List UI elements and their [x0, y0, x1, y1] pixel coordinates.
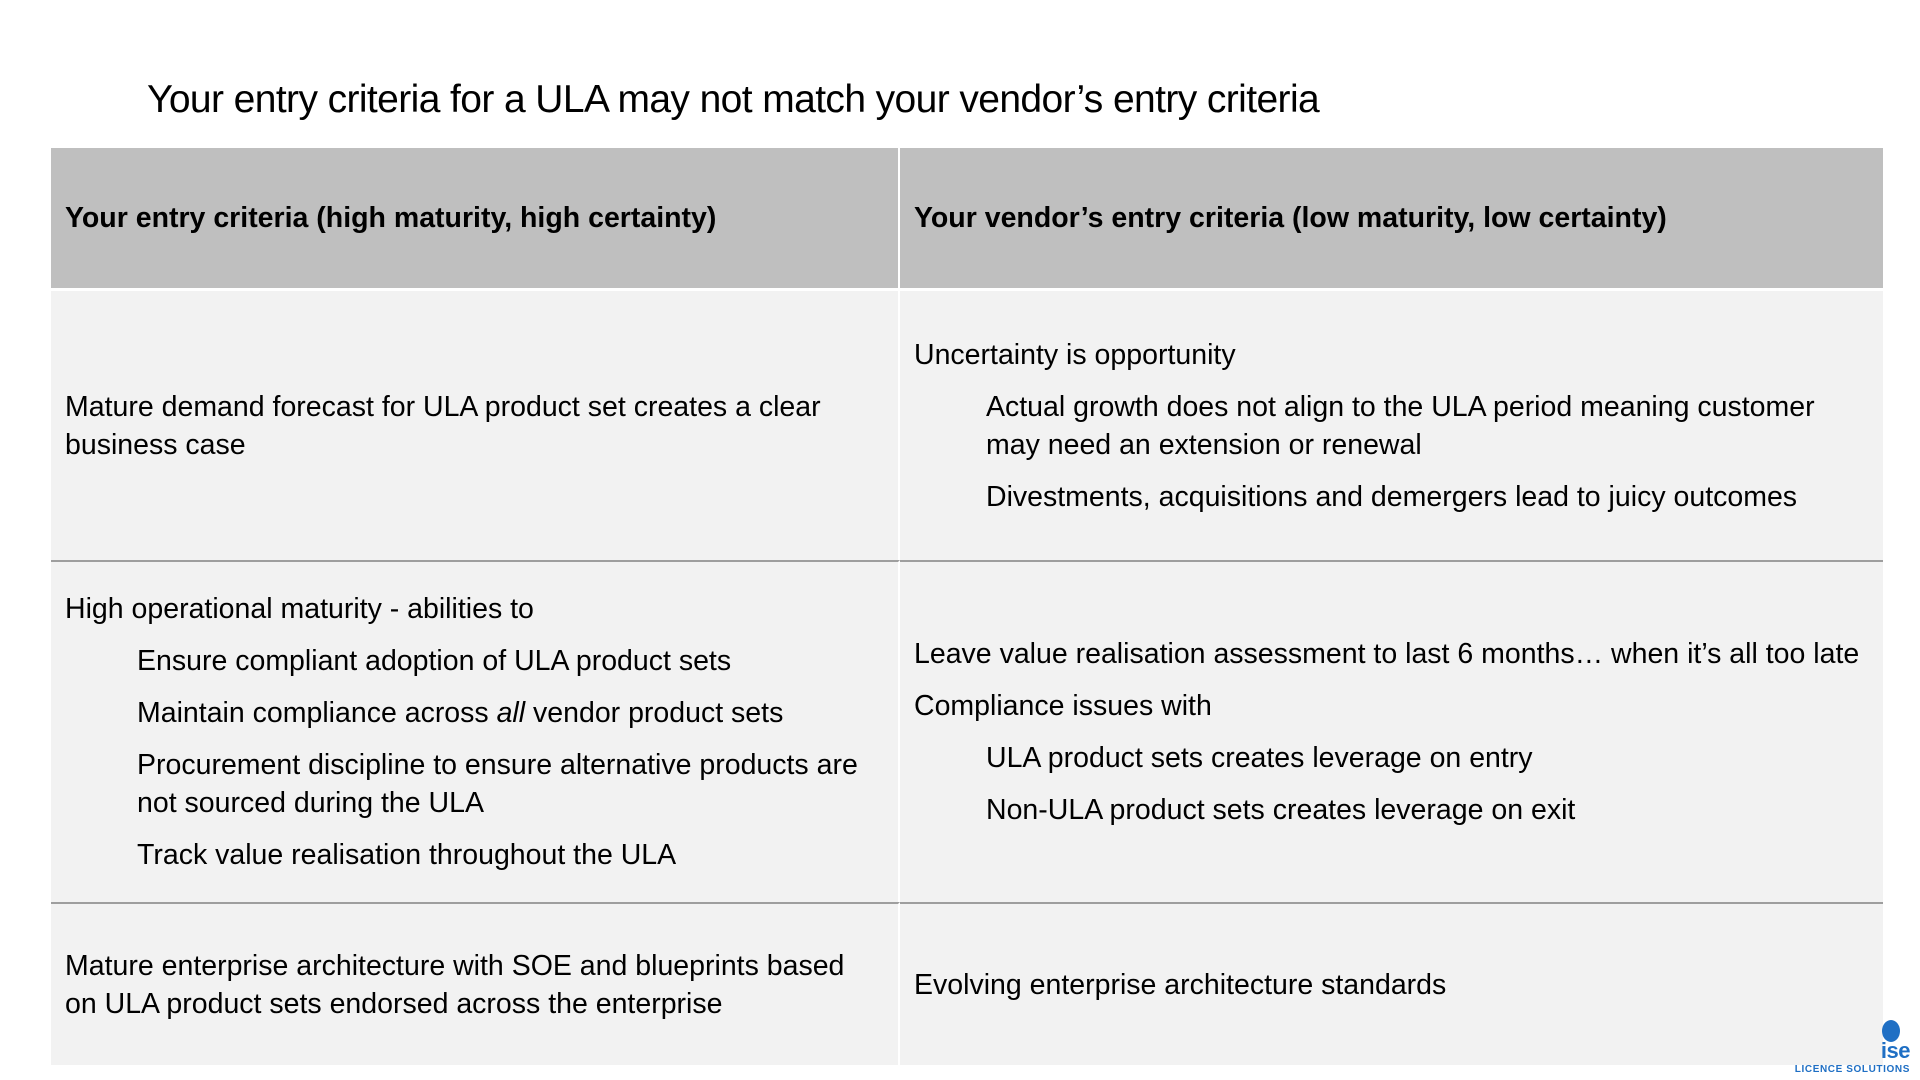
row1-right-cell — [900, 288, 1883, 560]
row1-left-text: Mature demand forecast for ULA product set creates a clear business case — [65, 390, 821, 461]
logo-wordmark: ise — [1880, 1038, 1910, 1063]
row2-left-sub2-emphasis: all — [496, 697, 526, 729]
slide-title: Your entry criteria for a ULA may not match your vendor’s entry criteria — [147, 78, 1320, 121]
criteria-table — [51, 148, 1883, 1065]
row2-left-cell — [51, 560, 900, 902]
row2-right-line1: Leave value realisation assessment to last 6 months… when it’s all too late — [914, 638, 1860, 670]
logo-tagline: LICENCE SOLUTIONS — [1794, 1064, 1910, 1075]
row2-right-sub2: Non-ULA product sets creates leverage on exit — [986, 794, 1576, 826]
row2-left-sub2 — [65, 694, 884, 732]
row1-right-heading: Uncertainty is opportunity — [914, 338, 1236, 371]
row2-left-sub2-post: vendor product sets — [525, 697, 784, 729]
header-left: Your entry criteria (high maturity, high certainty) — [51, 148, 900, 288]
row2-left-sub3: Procurement discipline to ensure alternative products are not sourced during the ULA — [137, 749, 858, 819]
row2-left-heading: High operational maturity - abilities to — [65, 593, 534, 625]
row3-right-text: Evolving enterprise architecture standards — [914, 968, 1447, 1001]
row2-left-sub4: Track value realisation throughout the ULA — [137, 839, 677, 871]
row2-right-cell — [900, 560, 1883, 902]
row3-left-cell — [51, 902, 900, 1065]
row1-right-sub2: Divestments, acquisitions and demergers lead to juicy outcomes — [986, 480, 1798, 513]
row2-right-sub1: ULA product sets creates leverage on entry — [986, 742, 1533, 774]
row2-left-sub1: Ensure compliant adoption of ULA product sets — [137, 645, 732, 677]
row2-right-line2: Compliance issues with — [914, 690, 1212, 722]
row2-left-sub2-pre: Maintain compliance across — [137, 697, 497, 729]
row3-left-text: Mature enterprise architecture with SOE and blueprints based on ULA product sets endorsed across the enterprise — [65, 949, 845, 1020]
row1-left-cell — [51, 288, 900, 560]
header-right: Your vendor’s entry criteria (low maturity, low certainty) — [900, 148, 1883, 288]
row3-right-cell — [900, 902, 1883, 1065]
row1-right-sub1: Actual growth does not align to the ULA period meaning customer may need an extension or renewal — [986, 390, 1815, 461]
company-logo — [1794, 1018, 1914, 1078]
